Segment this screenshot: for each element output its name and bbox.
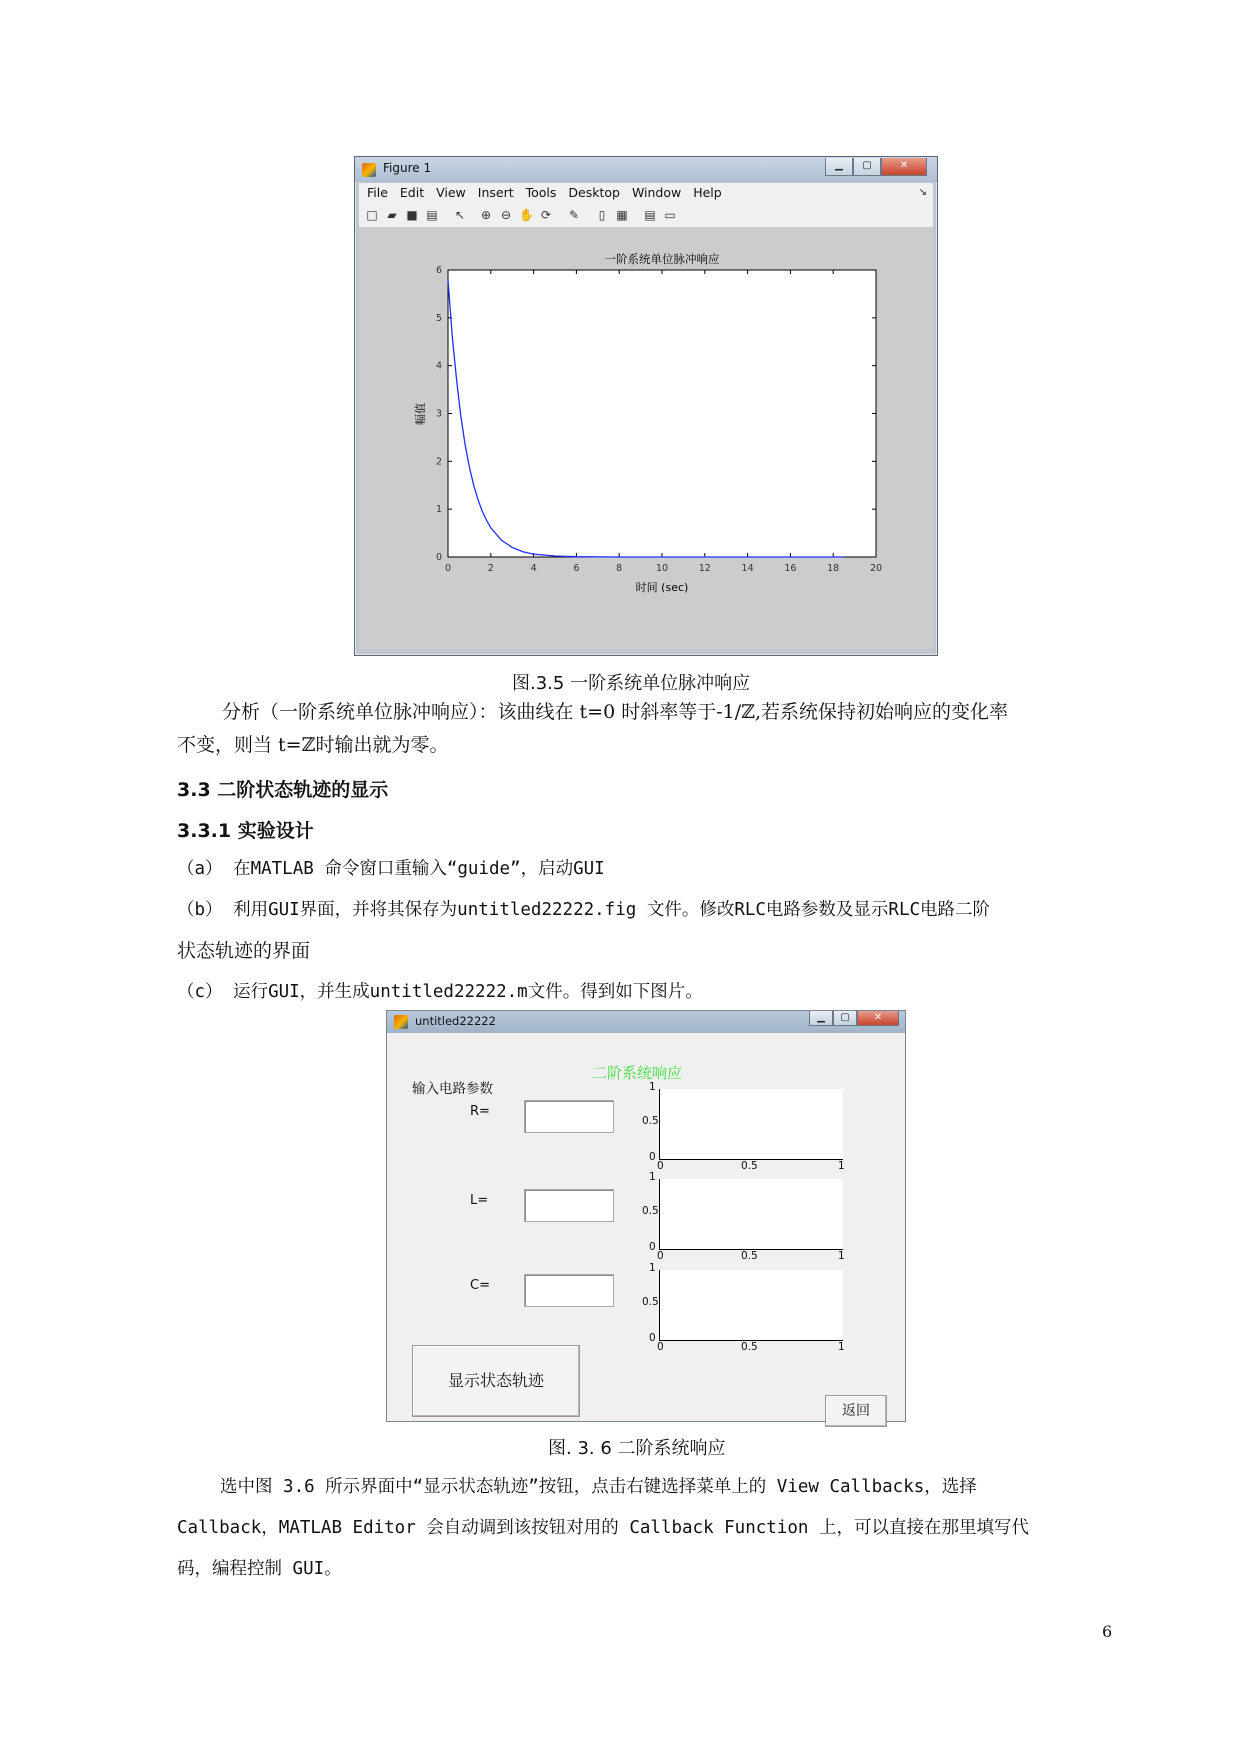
- zoom-out-icon[interactable]: ⊖: [500, 208, 512, 222]
- data-cursor-icon[interactable]: ✎: [568, 208, 580, 222]
- save-icon[interactable]: ■: [406, 208, 418, 222]
- zoom-in-icon[interactable]: ⊕: [480, 208, 492, 222]
- y-tick-label: 0: [435, 552, 442, 563]
- colorbar-icon[interactable]: ▯: [598, 208, 606, 222]
- menu-window[interactable]: Window: [631, 185, 682, 200]
- x-axis-label: 时间 (sec): [635, 581, 689, 594]
- impulse-response-chart: [359, 228, 933, 648]
- menu-dock-arrow-icon[interactable]: ↘: [918, 187, 927, 198]
- axes-3-ytick-0: 0: [649, 1332, 656, 1344]
- gui-window-title: untitled22222: [415, 1014, 496, 1028]
- rotate-3d-icon[interactable]: ⟳: [540, 208, 552, 222]
- r-input[interactable]: [524, 1100, 614, 1133]
- axes-1-xtick-0: 0: [657, 1160, 664, 1172]
- menu-insert[interactable]: Insert: [477, 185, 514, 200]
- menu-edit[interactable]: Edit: [399, 185, 425, 200]
- maximize-icon[interactable]: ▢: [853, 158, 881, 176]
- figure1-canvas: [359, 228, 933, 649]
- back-button[interactable]: 返回: [825, 1395, 887, 1427]
- axes-1-plot: [659, 1089, 843, 1160]
- matlab-logo-icon: [362, 163, 376, 177]
- axes-1-ytick-05: 0.5: [642, 1115, 659, 1127]
- c-input[interactable]: [524, 1274, 614, 1307]
- figure-3-6-caption: 图. 3. 6 二阶系统响应: [548, 1438, 726, 1459]
- x-tick-label: 4: [530, 563, 537, 574]
- pan-hand-icon[interactable]: ✋: [519, 208, 534, 222]
- gui-body: [388, 1033, 904, 1420]
- section-heading-3-3: 3.3 二阶状态轨迹的显示: [177, 779, 389, 801]
- menu-file[interactable]: File: [367, 185, 388, 200]
- axes-1: [609, 1083, 849, 1173]
- menu-view[interactable]: View: [436, 185, 466, 200]
- final-paragraph-line3: 码，编程控制 GUI。: [177, 1559, 342, 1579]
- axes-3-xtick-1: 1: [838, 1341, 845, 1353]
- show-state-trajectory-button[interactable]: 显示状态轨迹: [412, 1345, 580, 1417]
- menu-tools[interactable]: Tools: [525, 185, 557, 200]
- menu-desktop[interactable]: Desktop: [568, 185, 620, 200]
- hide-plot-tools-icon[interactable]: ▤: [644, 208, 656, 222]
- l-input[interactable]: [524, 1189, 614, 1222]
- c-label: C=: [470, 1278, 490, 1293]
- y-tick-label: 1: [435, 504, 442, 516]
- y-axis-label: 幅值: [414, 403, 427, 425]
- new-file-icon[interactable]: □: [366, 208, 378, 222]
- y-tick-label: 6: [435, 265, 442, 276]
- x-tick-label: 14: [741, 563, 754, 574]
- axes-3-plot: [659, 1270, 843, 1341]
- y-tick-label: 5: [435, 312, 442, 324]
- step-c: （c） 运行GUI，并生成untitled22222.m文件。得到如下图片。: [177, 982, 703, 1002]
- gui-title: 二阶系统响应: [592, 1064, 683, 1082]
- legend-icon[interactable]: ▦: [616, 208, 628, 222]
- x-tick-label: 16: [784, 563, 797, 574]
- y-tick-label: 4: [435, 360, 442, 372]
- axes-2-ytick-0: 0: [649, 1241, 656, 1253]
- x-tick-label: 10: [655, 563, 669, 574]
- chart-title: 一阶系统单位脉冲响应: [604, 252, 720, 266]
- close-icon[interactable]: ✕: [881, 158, 927, 176]
- figure1-titlebar[interactable]: [355, 157, 937, 182]
- figure1-menubar: [359, 183, 933, 203]
- print-icon[interactable]: ▤: [426, 208, 438, 222]
- analysis-paragraph-line2: 不变，则当 t=ℤ时输出就为零。: [177, 734, 449, 756]
- menu-help[interactable]: Help: [693, 185, 722, 200]
- y-tick-label: 3: [435, 408, 442, 420]
- step-a: （a） 在MATLAB 命令窗口重输入“guide”，启动GUI: [177, 859, 605, 879]
- axes-3: [609, 1264, 849, 1354]
- axes-2-xtick-05: 0.5: [741, 1250, 758, 1262]
- page-number: 6: [1102, 1622, 1113, 1641]
- axes-3-ytick-05: 0.5: [642, 1296, 659, 1308]
- axes-2-plot: [659, 1179, 843, 1250]
- x-tick-label: 2: [487, 563, 494, 574]
- matlab-logo-icon: [394, 1015, 408, 1029]
- axes-1-ytick-0: 0: [649, 1151, 656, 1163]
- axes-1-xtick-05: 0.5: [741, 1160, 758, 1172]
- axes-3-ytick-1: 1: [649, 1262, 656, 1274]
- analysis-paragraph-line1: 分析（一阶系统单位脉冲响应）：该曲线在 t=0 时斜率等于-1/ℤ,若系统保持初始响应的变化率: [222, 701, 1009, 723]
- close-icon[interactable]: ✕: [857, 1011, 899, 1026]
- axes-1-ytick-1: 1: [649, 1081, 656, 1093]
- pointer-icon[interactable]: ↖: [454, 208, 466, 222]
- gui-window: [386, 1010, 906, 1422]
- show-plot-tools-icon[interactable]: ▭: [664, 208, 676, 222]
- section-heading-3-3-1: 3.3.1 实验设计: [177, 820, 314, 842]
- x-tick-label: 0: [444, 563, 452, 574]
- step-b-line1: （b） 利用GUI界面，并将其保存为untitled22222.fig 文件。修改RLC电路参数及显示RLC电路二阶: [177, 900, 991, 920]
- axes-2-ytick-05: 0.5: [642, 1205, 659, 1217]
- axes-3-xtick-05: 0.5: [741, 1341, 758, 1353]
- y-tick-label: 2: [435, 456, 442, 468]
- axes-2-xtick-0: 0: [657, 1250, 664, 1262]
- final-paragraph-line1: 选中图 3.6 所示界面中“显示状态轨迹”按钮，点击右键选择菜单上的 View Callbacks，选择: [220, 1477, 977, 1497]
- axes-3-xtick-0: 0: [657, 1341, 664, 1353]
- axes-2-ytick-1: 1: [649, 1171, 656, 1183]
- final-paragraph-line2: Callback，MATLAB Editor 会自动调到该按钮对用的 Callback Function 上，可以直接在那里填写代: [177, 1518, 1029, 1538]
- minimize-icon[interactable]: ▁: [825, 158, 853, 176]
- maximize-icon[interactable]: ▢: [833, 1011, 857, 1026]
- axes-2-xtick-1: 1: [838, 1250, 845, 1262]
- x-tick-label: 12: [698, 563, 711, 574]
- figure1-toolbar: [359, 203, 933, 228]
- r-label: R=: [470, 1104, 490, 1119]
- l-label: L=: [470, 1193, 489, 1208]
- x-tick-label: 20: [869, 563, 883, 574]
- input-params-label: 输入电路参数: [412, 1081, 493, 1097]
- step-b-line2: 状态轨迹的界面: [177, 940, 311, 962]
- axes-1-xtick-1: 1: [838, 1160, 845, 1172]
- open-folder-icon[interactable]: ▰: [387, 208, 397, 222]
- x-tick-label: 18: [827, 563, 840, 574]
- x-tick-label: 6: [573, 563, 580, 574]
- axes-2: [609, 1173, 849, 1263]
- gui-titlebar[interactable]: [387, 1011, 905, 1033]
- figure1-title: Figure 1: [383, 161, 432, 175]
- x-tick-label: 8: [616, 563, 623, 574]
- minimize-icon[interactable]: ▁: [809, 1011, 833, 1026]
- plot-area: [448, 270, 876, 557]
- figure-3-5-caption: 图.3.5 一阶系统单位脉冲响应: [512, 673, 751, 694]
- figure1-window: [354, 156, 938, 656]
